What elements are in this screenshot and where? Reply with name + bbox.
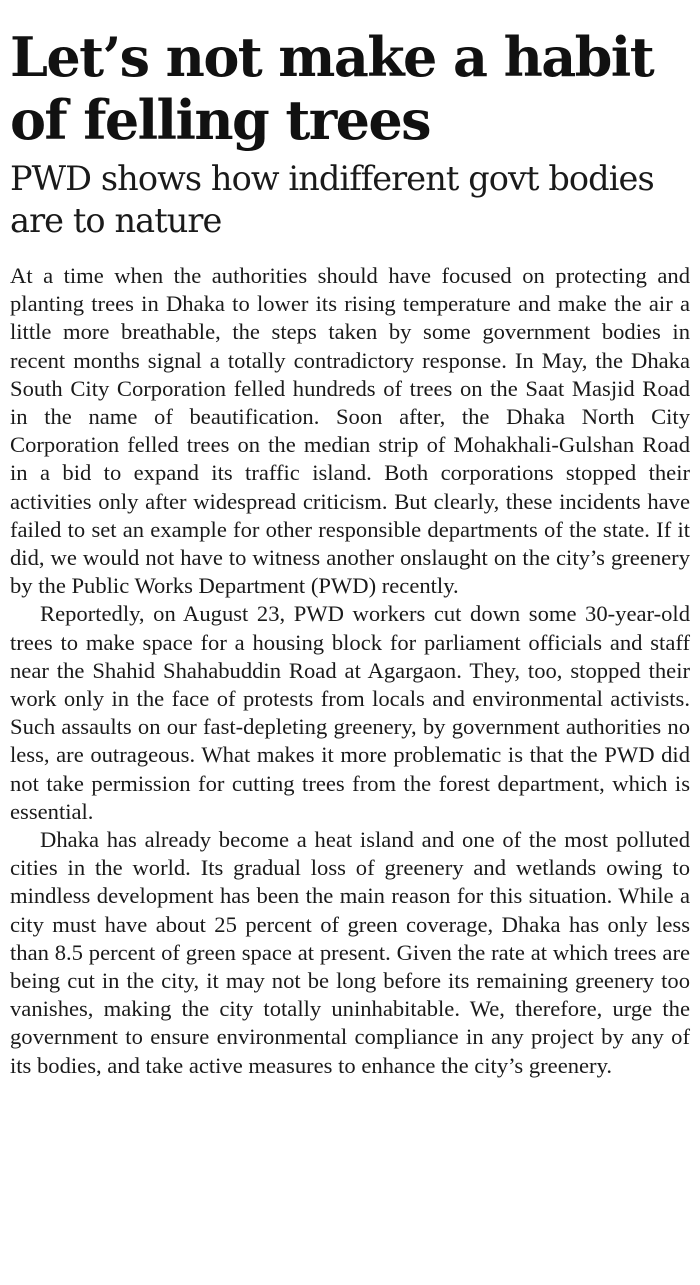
article-body: [10, 262, 690, 1080]
editorial-article: [10, 0, 690, 1080]
subheadline: PWD shows how indifferent govt bodies are to nature: [10, 159, 654, 240]
paragraph-2: Reportedly, on August 23, PWD workers cut down some 30-year-old trees to make space for a housing block for parliament officials and staff near the Shahid Shahabuddin Road at Agargaon. They, too, stopped their work only in the face of protests from locals and environmental activists. Such assaults on our fast-depleting greenery, by government authorities no less, are outrageous. What makes it more problematic is that the PWD did not take permission for cutting trees from the forest department, which is essential.: [10, 601, 690, 824]
paragraph-1: At a time when the authorities should have focused on protecting and planting trees in Dhaka to lower its rising temperature and make the air a little more breathable, the steps taken by some government bodies in recent months signal a totally contradictory response. In May, the Dhaka South City Corporation felled hundreds of trees on the Saat Masjid Road in the name of beautification. Soon after, the Dhaka North City Corporation felled trees on the median strip of Mohakhali-Gulshan Road in a bid to expand its traffic island. Both corporations stopped their activities only after widespread criticism. But clearly, these incidents have failed to set an example for other responsible departments of the state. If it did, we would not have to witness another onslaught on the city’s greenery by the Public Works Department (PWD) recently.: [10, 263, 690, 599]
headline: Let’s not make a habit of felling trees: [10, 25, 654, 152]
paragraph-3: Dhaka has already become a heat island and one of the most polluted cities in the world. Its gradual loss of greenery and wetlands owing to mindless development has been the main reason for this situation. While a city must have about 25 percent of green coverage, Dhaka has only less than 8.5 percent of green space at present. Given the rate at which trees are being cut in the city, it may not be long before its remaining greenery too vanishes, making the city totally uninhabitable. We, therefore, urge the government to ensure environmental compliance in any project by any of its bodies, and take active measures to enhance the city’s greenery.: [10, 827, 690, 1078]
